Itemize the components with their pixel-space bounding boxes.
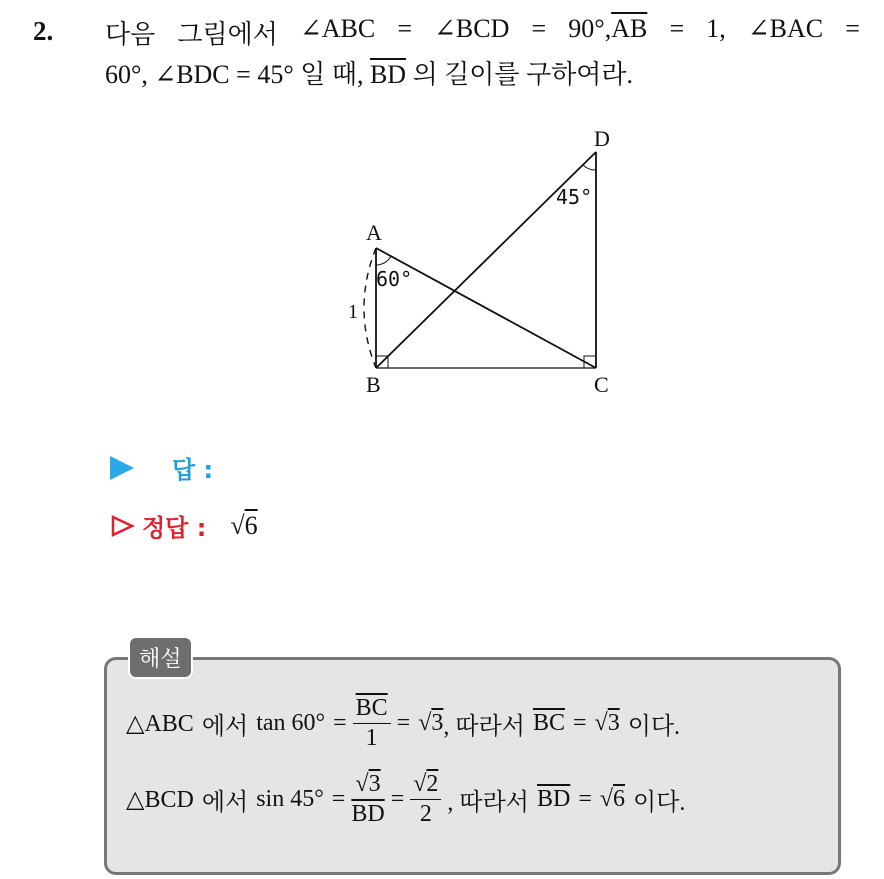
sol-text: 이다. — [627, 714, 681, 741]
frac-denominator: BD — [351, 801, 385, 828]
q-word: 다음 — [105, 20, 156, 49]
sol-eq: = — [333, 710, 347, 737]
label-b: B — [366, 372, 381, 397]
sol-text: 에서 — [201, 714, 249, 741]
sqrt: √6 — [599, 786, 626, 813]
frac-denominator: 1 — [365, 725, 378, 752]
correct-value: √6 — [230, 510, 258, 540]
question-line-1 — [105, 14, 860, 51]
fraction — [351, 772, 384, 827]
dashed-arc-ab — [364, 248, 376, 368]
frac-numerator: √3 — [352, 772, 383, 800]
answer-row — [110, 450, 213, 485]
geometry-figure — [330, 120, 650, 410]
frac-numerator: $\overline{BC}$ — [355, 695, 388, 721]
q-segment-bd: $\overline{BD}$ — [369, 60, 407, 89]
q-angle: ∠BAC — [747, 14, 824, 43]
answer-label: 답 : — [172, 456, 214, 484]
side-label-ab: 1 — [348, 301, 358, 323]
q-connector: 일 때, — [300, 60, 364, 89]
q-word: 그림에서 — [177, 20, 278, 49]
q-tail: 의 길이를 구하여라. — [412, 60, 634, 89]
angle-label-a: 60° — [376, 267, 413, 291]
q-equals: = — [669, 14, 685, 43]
q-equals: = — [531, 14, 547, 43]
sol-func: tan 60° — [256, 710, 326, 737]
q-value: $90^\circ,\overline{AB}$ — [568, 14, 648, 43]
sol-text: , 따라서 — [447, 790, 529, 817]
angle-label-d: 45° — [556, 185, 593, 209]
sol-eq: = — [572, 710, 587, 737]
q-equals: = — [845, 14, 860, 43]
label-d: D — [594, 126, 610, 151]
solution-line-1 — [126, 696, 680, 751]
play-arrow-icon — [110, 456, 134, 480]
q-value: 1, — [706, 14, 726, 43]
segment-ac — [376, 248, 596, 368]
sol-func: sin 45° — [256, 786, 324, 813]
label-a: A — [366, 220, 382, 245]
sqrt: √3 — [594, 710, 620, 737]
outline-arrow-icon — [110, 514, 136, 538]
sol-eq: = — [331, 786, 346, 813]
solution-box — [104, 657, 841, 875]
sol-eq: = — [390, 786, 405, 813]
solution-line-2 — [126, 772, 685, 827]
triangle-abc: △ABC — [126, 711, 194, 738]
question-line-2 — [105, 54, 633, 91]
q-equals: = — [397, 14, 412, 43]
correct-answer-row — [110, 508, 258, 543]
angle-arc-d — [583, 165, 596, 170]
sol-text: 에서 — [201, 790, 249, 817]
q-angle-value: 60°, — [105, 60, 148, 89]
fraction — [410, 772, 441, 827]
sqrt: √3 — [418, 710, 444, 737]
sol-segment: $\overline{BD}$ — [536, 786, 571, 813]
fraction — [353, 696, 391, 751]
label-c: C — [594, 372, 609, 397]
sol-text: , 따라서 — [443, 714, 525, 741]
q-condition: ∠BDC = 45° — [154, 60, 294, 89]
sol-text: 이다. — [633, 790, 686, 817]
q-angle: ∠BCD — [434, 14, 510, 43]
sol-eq: = — [396, 710, 411, 737]
frac-denominator: 2 — [419, 801, 432, 828]
solution-tag: 해설 — [128, 636, 193, 679]
correct-label: 정답 : — [142, 514, 207, 542]
triangle-bcd: △BCD — [126, 787, 194, 814]
q-segment-ab: $\overline{AB}$ — [611, 14, 648, 43]
radicand: 6 — [244, 510, 258, 540]
angle-arc-a — [376, 256, 391, 265]
sol-segment: $\overline{BC}$ — [532, 710, 565, 737]
q-angle: ∠ABC — [299, 14, 376, 43]
sol-eq: = — [578, 786, 592, 813]
question-number: 2. — [33, 16, 54, 46]
frac-numerator: √2 — [410, 772, 441, 800]
